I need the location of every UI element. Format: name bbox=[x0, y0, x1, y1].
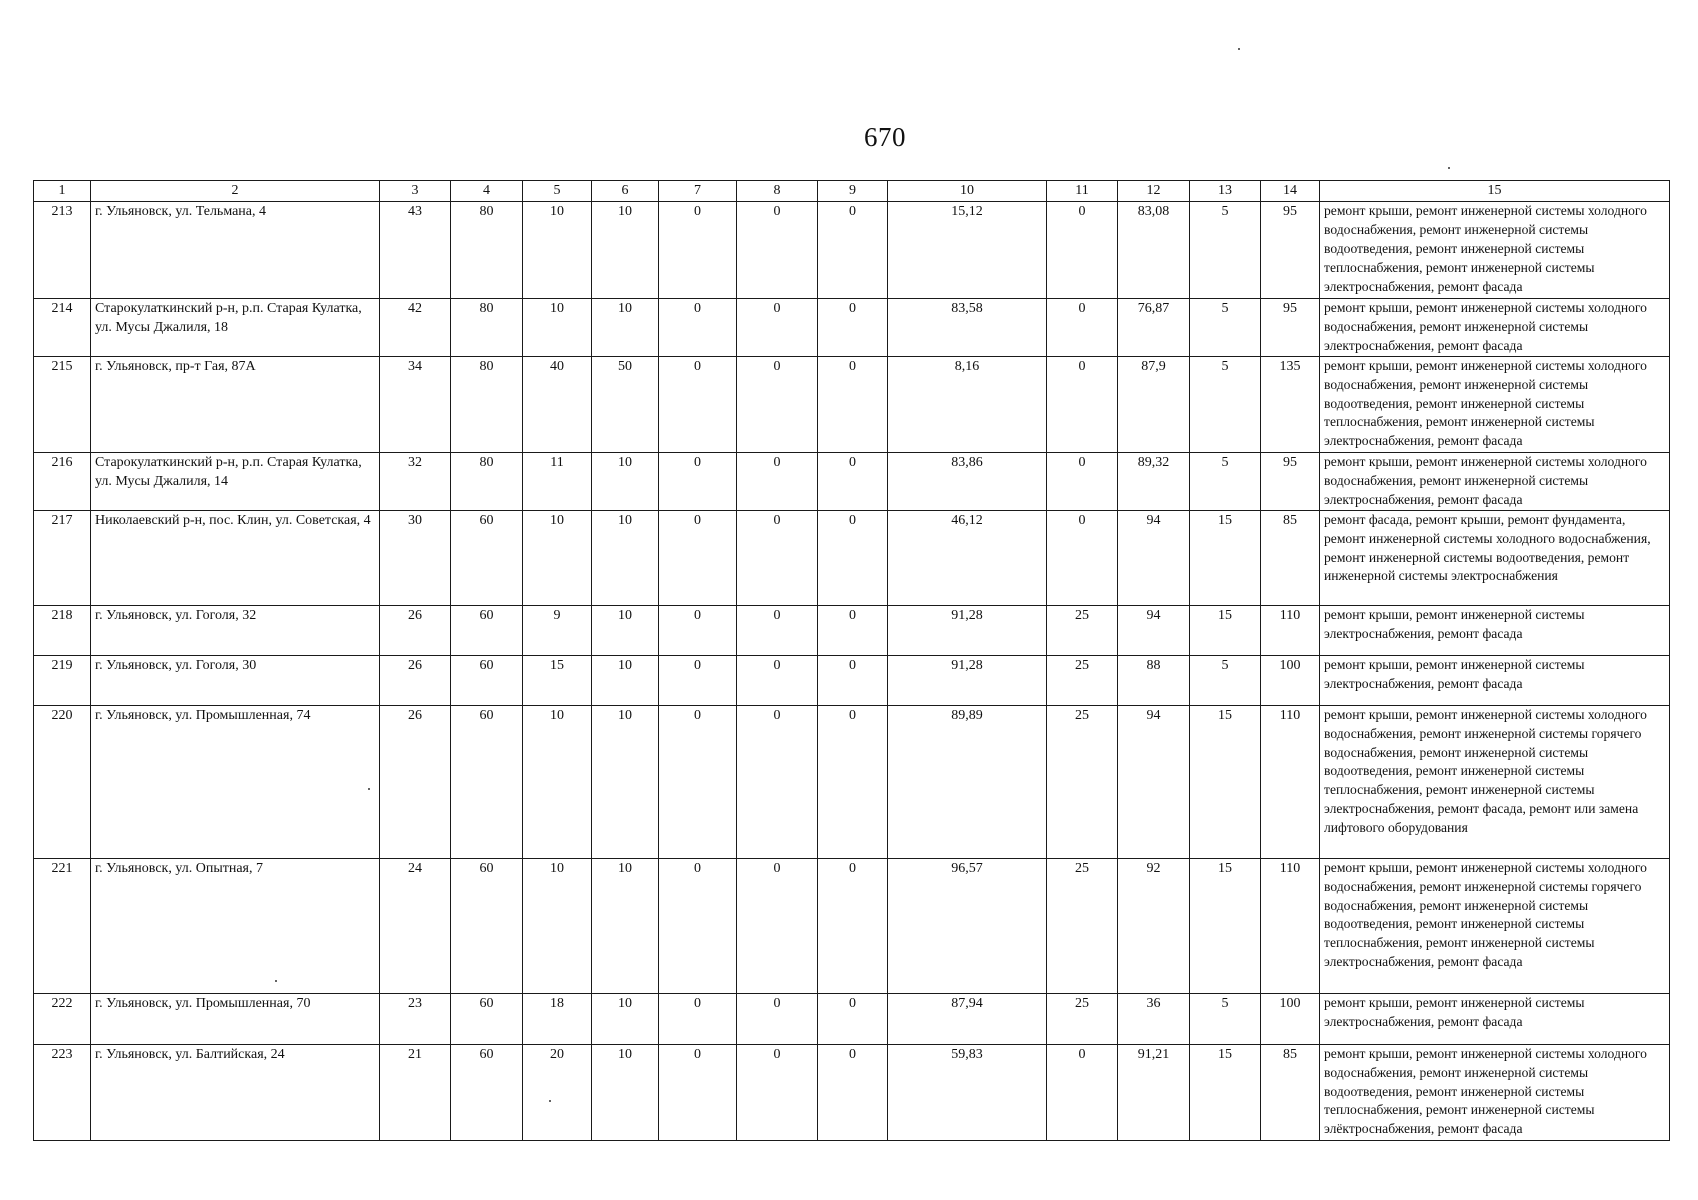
value-cell: 25 bbox=[1047, 858, 1118, 993]
column-header: 6 bbox=[592, 181, 659, 202]
value-cell: 24 bbox=[380, 858, 451, 993]
row-number: 215 bbox=[34, 356, 91, 452]
column-header: 12 bbox=[1118, 181, 1190, 202]
value-cell: 100 bbox=[1261, 993, 1320, 1044]
value-cell: 0 bbox=[1047, 1044, 1118, 1140]
value-cell: 40 bbox=[523, 356, 592, 452]
table-row bbox=[34, 605, 1670, 655]
value-cell: 15 bbox=[1190, 705, 1261, 858]
value-cell: 0 bbox=[818, 993, 888, 1044]
value-cell: 0 bbox=[818, 452, 888, 510]
value-cell: 80 bbox=[451, 356, 523, 452]
value-cell: 10 bbox=[592, 655, 659, 705]
works-cell: ремонт крыши, ремонт инженерной системы холодного водоснабжения, ремонт инженерной системы водоотведения, ремонт инженерной системы теплоснабжения, ремонт инженерной системы электроснабжения, ремонт фасада bbox=[1320, 356, 1670, 452]
value-cell: 0 bbox=[1047, 510, 1118, 605]
value-cell: 0 bbox=[659, 993, 737, 1044]
works-cell: ремонт крыши, ремонт инженерной системы холодного водоснабжения, ремонт инженерной системы водоотведения, ремонт инженерной системы теплоснабжения, ремонт инженерной системы электроснабжения, ремонт фасада bbox=[1320, 202, 1670, 299]
value-cell: 10 bbox=[592, 993, 659, 1044]
works-cell: ремонт фасада, ремонт крыши, ремонт фундамента, ремонт инженерной системы холодного водоснабжения, ремонт инженерной системы водоотведения, ремонт инженерной системы электроснабжения bbox=[1320, 510, 1670, 605]
value-cell: 0 bbox=[659, 202, 737, 299]
value-cell: 110 bbox=[1261, 705, 1320, 858]
value-cell: 5 bbox=[1190, 655, 1261, 705]
value-cell: 11 bbox=[523, 452, 592, 510]
value-cell: 91,21 bbox=[1118, 1044, 1190, 1140]
value-cell: 85 bbox=[1261, 1044, 1320, 1140]
table-row bbox=[34, 1044, 1670, 1140]
works-cell: ремонт крыши, ремонт инженерной системы электроснабжения, ремонт фасада bbox=[1320, 993, 1670, 1044]
value-cell: 15,12 bbox=[888, 202, 1047, 299]
row-number: 223 bbox=[34, 1044, 91, 1140]
value-cell: 0 bbox=[737, 705, 818, 858]
value-cell: 0 bbox=[737, 605, 818, 655]
value-cell: 89,32 bbox=[1118, 452, 1190, 510]
value-cell: 46,12 bbox=[888, 510, 1047, 605]
value-cell: 59,83 bbox=[888, 1044, 1047, 1140]
value-cell: 50 bbox=[592, 356, 659, 452]
table-row bbox=[34, 858, 1670, 993]
value-cell: 23 bbox=[380, 993, 451, 1044]
value-cell: 5 bbox=[1190, 452, 1261, 510]
column-header: 15 bbox=[1320, 181, 1670, 202]
value-cell: 10 bbox=[592, 202, 659, 299]
value-cell: 10 bbox=[592, 858, 659, 993]
value-cell: 60 bbox=[451, 655, 523, 705]
column-header: 4 bbox=[451, 181, 523, 202]
header-row bbox=[34, 181, 1670, 202]
value-cell: 0 bbox=[659, 605, 737, 655]
value-cell: 0 bbox=[1047, 202, 1118, 299]
value-cell: 95 bbox=[1261, 202, 1320, 299]
value-cell: 26 bbox=[380, 605, 451, 655]
value-cell: 43 bbox=[380, 202, 451, 299]
column-header: 11 bbox=[1047, 181, 1118, 202]
value-cell: 0 bbox=[659, 299, 737, 357]
value-cell: 0 bbox=[1047, 356, 1118, 452]
value-cell: 0 bbox=[737, 993, 818, 1044]
value-cell: 83,08 bbox=[1118, 202, 1190, 299]
column-header: 5 bbox=[523, 181, 592, 202]
value-cell: 80 bbox=[451, 299, 523, 357]
scan-speck bbox=[1448, 167, 1450, 169]
value-cell: 92 bbox=[1118, 858, 1190, 993]
value-cell: 94 bbox=[1118, 510, 1190, 605]
value-cell: 10 bbox=[592, 605, 659, 655]
value-cell: 26 bbox=[380, 705, 451, 858]
value-cell: 5 bbox=[1190, 202, 1261, 299]
value-cell: 32 bbox=[380, 452, 451, 510]
row-number: 222 bbox=[34, 993, 91, 1044]
value-cell: 0 bbox=[818, 655, 888, 705]
value-cell: 30 bbox=[380, 510, 451, 605]
value-cell: 0 bbox=[659, 1044, 737, 1140]
address-cell: г. Ульяновск, пр-т Гая, 87А bbox=[91, 356, 380, 452]
address-cell: г. Ульяновск, ул. Опытная, 7 bbox=[91, 858, 380, 993]
value-cell: 26 bbox=[380, 655, 451, 705]
value-cell: 15 bbox=[1190, 858, 1261, 993]
value-cell: 94 bbox=[1118, 605, 1190, 655]
value-cell: 36 bbox=[1118, 993, 1190, 1044]
row-number: 219 bbox=[34, 655, 91, 705]
row-number: 217 bbox=[34, 510, 91, 605]
value-cell: 94 bbox=[1118, 705, 1190, 858]
address-cell: г. Ульяновск, ул. Промышленная, 74 bbox=[91, 705, 380, 858]
value-cell: 0 bbox=[659, 858, 737, 993]
column-header: 10 bbox=[888, 181, 1047, 202]
value-cell: 10 bbox=[592, 452, 659, 510]
works-cell: ремонт крыши, ремонт инженерной системы холодного водоснабжения, ремонт инженерной системы электроснабжения, ремонт фасада bbox=[1320, 452, 1670, 510]
value-cell: 110 bbox=[1261, 605, 1320, 655]
value-cell: 5 bbox=[1190, 299, 1261, 357]
value-cell: 25 bbox=[1047, 993, 1118, 1044]
value-cell: 88 bbox=[1118, 655, 1190, 705]
value-cell: 0 bbox=[1047, 299, 1118, 357]
value-cell: 0 bbox=[818, 299, 888, 357]
value-cell: 25 bbox=[1047, 655, 1118, 705]
address-cell: Старокулаткинский р-н, р.п. Старая Кулатка, ул. Мусы Джалиля, 14 bbox=[91, 452, 380, 510]
value-cell: 20 bbox=[523, 1044, 592, 1140]
works-cell: ремонт крыши, ремонт инженерной системы холодного водоснабжения, ремонт инженерной системы горячего водоснабжения, ремонт инженерной системы водоотведения, ремонт инженерной системы теплоснабжения, ремонт инженерной системы электроснабжения, ремонт фасада, ремонт или замена лифтового оборудования bbox=[1320, 705, 1670, 858]
value-cell: 60 bbox=[451, 858, 523, 993]
value-cell: 0 bbox=[737, 510, 818, 605]
table-row bbox=[34, 705, 1670, 858]
address-cell: Старокулаткинский р-н, р.п. Старая Кулатка, ул. Мусы Джалиля, 18 bbox=[91, 299, 380, 357]
row-number: 221 bbox=[34, 858, 91, 993]
value-cell: 0 bbox=[737, 655, 818, 705]
value-cell: 21 bbox=[380, 1044, 451, 1140]
value-cell: 89,89 bbox=[888, 705, 1047, 858]
row-number: 213 bbox=[34, 202, 91, 299]
value-cell: 8,16 bbox=[888, 356, 1047, 452]
table-row bbox=[34, 356, 1670, 452]
value-cell: 0 bbox=[659, 356, 737, 452]
value-cell: 80 bbox=[451, 202, 523, 299]
row-number: 220 bbox=[34, 705, 91, 858]
value-cell: 10 bbox=[523, 510, 592, 605]
works-cell: ремонт крыши, ремонт инженерной системы холодного водоснабжения, ремонт инженерной системы электроснабжения, ремонт фасада bbox=[1320, 299, 1670, 357]
column-header: 1 bbox=[34, 181, 91, 202]
value-cell: 60 bbox=[451, 1044, 523, 1140]
table-row bbox=[34, 299, 1670, 357]
value-cell: 0 bbox=[818, 1044, 888, 1140]
column-header: 9 bbox=[818, 181, 888, 202]
value-cell: 15 bbox=[1190, 510, 1261, 605]
value-cell: 100 bbox=[1261, 655, 1320, 705]
column-header: 13 bbox=[1190, 181, 1261, 202]
value-cell: 0 bbox=[659, 510, 737, 605]
value-cell: 60 bbox=[451, 510, 523, 605]
address-cell: г. Ульяновск, ул. Тельмана, 4 bbox=[91, 202, 380, 299]
value-cell: 0 bbox=[818, 510, 888, 605]
value-cell: 91,28 bbox=[888, 655, 1047, 705]
value-cell: 0 bbox=[818, 202, 888, 299]
value-cell: 10 bbox=[592, 705, 659, 858]
value-cell: 34 bbox=[380, 356, 451, 452]
address-cell: г. Ульяновск, ул. Гоголя, 30 bbox=[91, 655, 380, 705]
value-cell: 0 bbox=[659, 655, 737, 705]
value-cell: 10 bbox=[523, 858, 592, 993]
value-cell: 0 bbox=[659, 452, 737, 510]
column-header: 3 bbox=[380, 181, 451, 202]
address-cell: Николаевский р-н, пос. Клин, ул. Советская, 4 bbox=[91, 510, 380, 605]
works-cell: ремонт крыши, ремонт инженерной системы холодного водоснабжения, ремонт инженерной системы водоотведения, ремонт инженерной системы теплоснабжения, ремонт инженерной системы элёктроснабжения, ремонт фасада bbox=[1320, 1044, 1670, 1140]
column-header: 2 bbox=[91, 181, 380, 202]
value-cell: 0 bbox=[818, 705, 888, 858]
value-cell: 25 bbox=[1047, 605, 1118, 655]
value-cell: 95 bbox=[1261, 299, 1320, 357]
value-cell: 9 bbox=[523, 605, 592, 655]
column-number-header bbox=[34, 181, 1670, 202]
value-cell: 91,28 bbox=[888, 605, 1047, 655]
works-cell: ремонт крыши, ремонт инженерной системы холодного водоснабжения, ремонт инженерной системы горячего водоснабжения, ремонт инженерной системы водоотведения, ремонт инженерной системы теплоснабжения, ремонт инженерной системы электроснабжения, ремонт фасада bbox=[1320, 858, 1670, 993]
value-cell: 83,86 bbox=[888, 452, 1047, 510]
value-cell: 135 bbox=[1261, 356, 1320, 452]
value-cell: 110 bbox=[1261, 858, 1320, 993]
page-number: 670 bbox=[864, 122, 906, 152]
value-cell: 0 bbox=[737, 1044, 818, 1140]
value-cell: 10 bbox=[523, 705, 592, 858]
table-row bbox=[34, 452, 1670, 510]
value-cell: 15 bbox=[523, 655, 592, 705]
value-cell: 10 bbox=[523, 299, 592, 357]
value-cell: 15 bbox=[1190, 1044, 1261, 1140]
value-cell: 80 bbox=[451, 452, 523, 510]
row-number: 216 bbox=[34, 452, 91, 510]
value-cell: 60 bbox=[451, 993, 523, 1044]
address-cell: г. Ульяновск, ул. Промышленная, 70 bbox=[91, 993, 380, 1044]
table-row bbox=[34, 993, 1670, 1044]
value-cell: 5 bbox=[1190, 356, 1261, 452]
column-header: 14 bbox=[1261, 181, 1320, 202]
value-cell: 0 bbox=[1047, 452, 1118, 510]
value-cell: 0 bbox=[737, 858, 818, 993]
value-cell: 87,9 bbox=[1118, 356, 1190, 452]
value-cell: 0 bbox=[737, 356, 818, 452]
row-number: 218 bbox=[34, 605, 91, 655]
address-cell: г. Ульяновск, ул. Балтийская, 24 bbox=[91, 1044, 380, 1140]
value-cell: 10 bbox=[592, 1044, 659, 1140]
row-number: 214 bbox=[34, 299, 91, 357]
value-cell: 0 bbox=[737, 202, 818, 299]
repair-register-table bbox=[33, 180, 1670, 1141]
value-cell: 0 bbox=[818, 858, 888, 993]
value-cell: 83,58 bbox=[888, 299, 1047, 357]
value-cell: 15 bbox=[1190, 605, 1261, 655]
address-cell: г. Ульяновск, ул. Гоголя, 32 bbox=[91, 605, 380, 655]
value-cell: 76,87 bbox=[1118, 299, 1190, 357]
value-cell: 96,57 bbox=[888, 858, 1047, 993]
value-cell: 95 bbox=[1261, 452, 1320, 510]
value-cell: 10 bbox=[523, 202, 592, 299]
value-cell: 85 bbox=[1261, 510, 1320, 605]
value-cell: 42 bbox=[380, 299, 451, 357]
works-cell: ремонт крыши, ремонт инженерной системы электроснабжения, ремонт фасада bbox=[1320, 605, 1670, 655]
value-cell: 0 bbox=[737, 299, 818, 357]
table-row bbox=[34, 655, 1670, 705]
value-cell: 60 bbox=[451, 705, 523, 858]
value-cell: 0 bbox=[818, 605, 888, 655]
value-cell: 25 bbox=[1047, 705, 1118, 858]
works-cell: ремонт крыши, ремонт инженерной системы электроснабжения, ремонт фасада bbox=[1320, 655, 1670, 705]
table-row bbox=[34, 510, 1670, 605]
value-cell: 0 bbox=[818, 356, 888, 452]
column-header: 8 bbox=[737, 181, 818, 202]
column-header: 7 bbox=[659, 181, 737, 202]
value-cell: 60 bbox=[451, 605, 523, 655]
value-cell: 10 bbox=[592, 299, 659, 357]
value-cell: 18 bbox=[523, 993, 592, 1044]
value-cell: 87,94 bbox=[888, 993, 1047, 1044]
table-row bbox=[34, 202, 1670, 299]
value-cell: 5 bbox=[1190, 993, 1261, 1044]
scan-speck bbox=[1238, 48, 1240, 50]
value-cell: 10 bbox=[592, 510, 659, 605]
value-cell: 0 bbox=[737, 452, 818, 510]
value-cell: 0 bbox=[659, 705, 737, 858]
